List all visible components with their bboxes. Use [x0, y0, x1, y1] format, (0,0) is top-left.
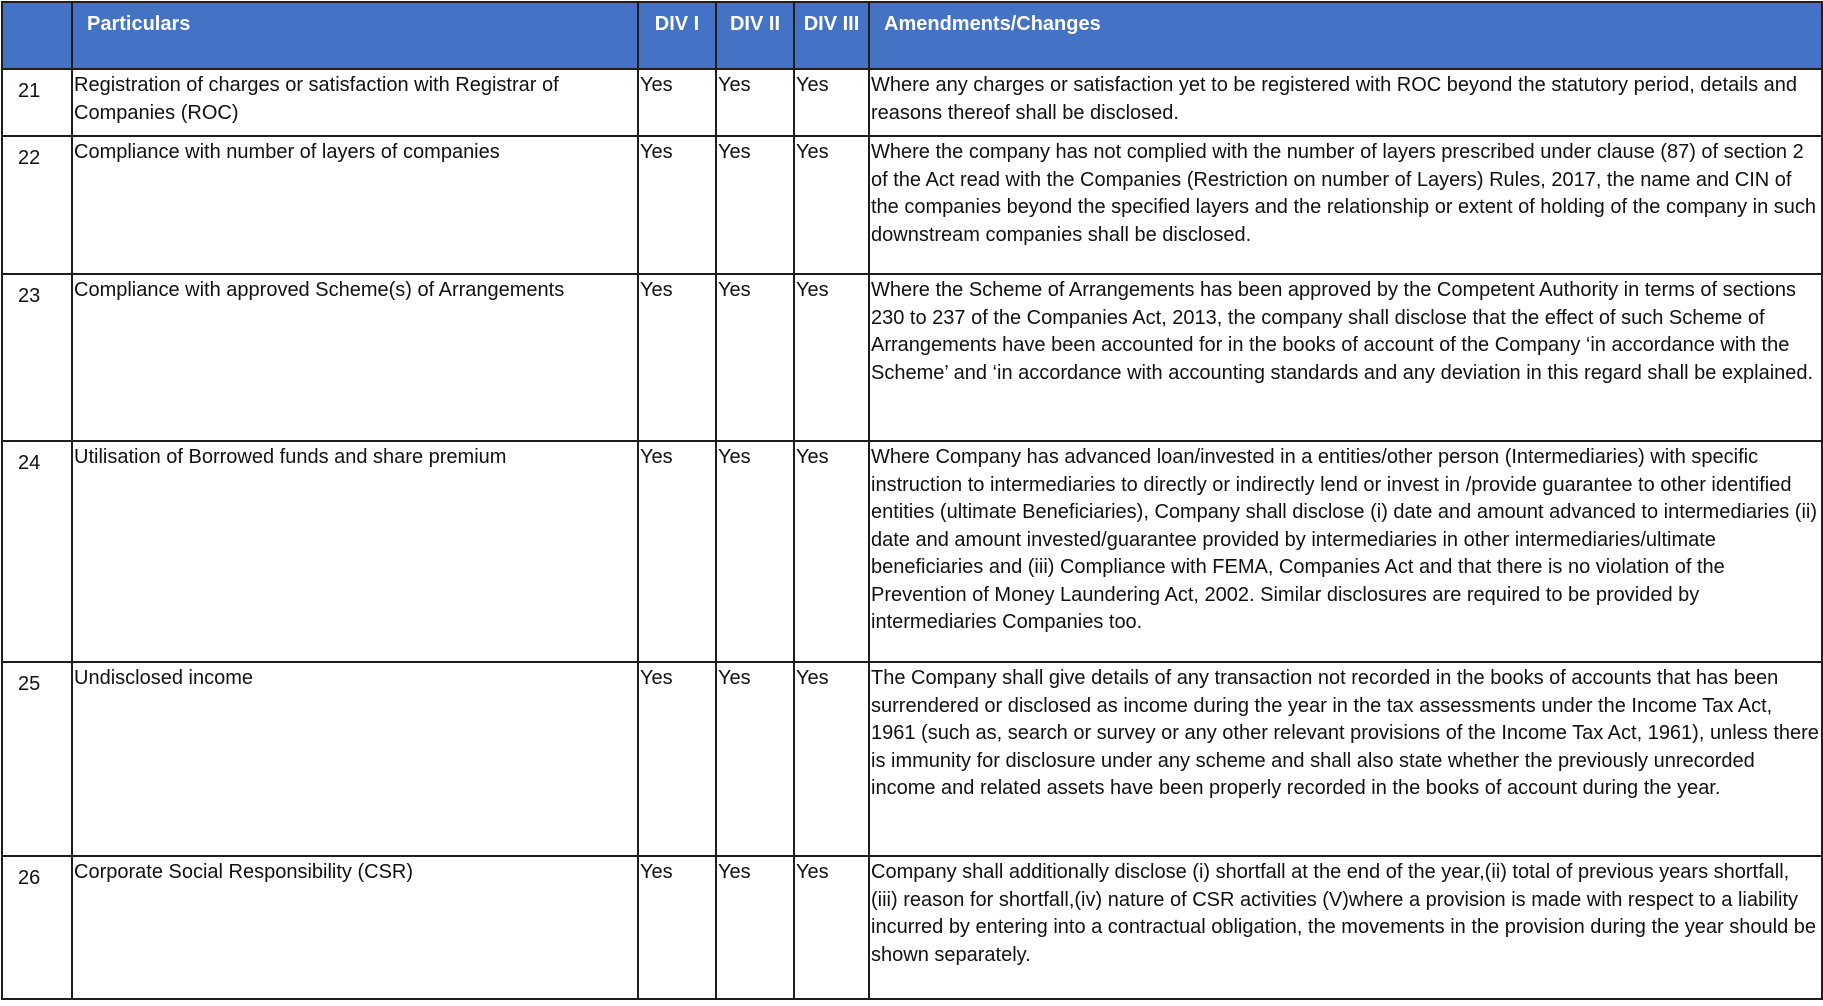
particulars-cell: Compliance with approved Scheme(s) of Arrangements [72, 274, 638, 441]
div-1-cell: Yes [638, 856, 716, 999]
div-3-cell: Yes [794, 136, 869, 274]
div-1-cell: Yes [638, 136, 716, 274]
div-2-cell: Yes [716, 856, 794, 999]
table-row [2, 441, 1822, 662]
div-2-cell: Yes [716, 69, 794, 136]
row-number: 22 [2, 136, 72, 274]
table-row [2, 662, 1822, 856]
header-row [2, 2, 1822, 69]
row-number: 21 [2, 69, 72, 136]
amendment-cell: The Company shall give details of any transaction not recorded in the books of accounts that has been surrendered or disclosed as income during the year in the tax assessments under the Income Tax Act, 1961 (such as, search or survey or any other relevant provisions of the Income Tax Act, 1961), unless there is immunity for disclosure under any scheme and shall also state whether the previously unrecorded income and related assets have been properly recorded in the books of account during the year. [869, 662, 1822, 856]
amendment-cell: Where Company has advanced loan/invested in a entities/other person (Intermediaries) with specific instruction to intermediaries to directly or indirectly lend or invest in /provide guarantee to other identified entities (ultimate Beneficiaries), Company shall disclose (i) date and amount advanced to intermediaries (ii) date and amount invested/guarantee provided by intermediaries in other intermediaries/ultimate beneficiaries and (iii) Compliance with FEMA, Companies Act and that there is no violation of the Prevention of Money Laundering Act, 2002. Similar disclosures are required to be provided by intermediaries Companies too. [869, 441, 1822, 662]
div-3-cell: Yes [794, 856, 869, 999]
div-1-cell: Yes [638, 274, 716, 441]
row-number: 23 [2, 274, 72, 441]
particulars-cell: Corporate Social Responsibility (CSR) [72, 856, 638, 999]
row-number: 26 [2, 856, 72, 999]
table-row [2, 856, 1822, 999]
amendment-cell: Company shall additionally disclose (i) shortfall at the end of the year,(ii) total of previous years shortfall, (iii) reason for shortfall,(iv) nature of CSR activities (V)where a provision is made with respect to a liability incurred by entering into a contractual obligation, the movements in the provision during the year should be shown separately. [869, 856, 1822, 999]
table-row [2, 136, 1822, 274]
particulars-cell: Compliance with number of layers of companies [72, 136, 638, 274]
div-1-cell: Yes [638, 69, 716, 136]
div-2-cell: Yes [716, 274, 794, 441]
particulars-cell: Registration of charges or satisfaction with Registrar of Companies (ROC) [72, 69, 638, 136]
header-div-3: DIV III [794, 2, 869, 69]
div-2-cell: Yes [716, 441, 794, 662]
div-3-cell: Yes [794, 69, 869, 136]
div-1-cell: Yes [638, 441, 716, 662]
div-2-cell: Yes [716, 662, 794, 856]
row-number: 25 [2, 662, 72, 856]
amendment-cell: Where any charges or satisfaction yet to be registered with ROC beyond the statutory period, details and reasons thereof shall be disclosed. [869, 69, 1822, 136]
header-div-1: DIV I [638, 2, 716, 69]
table-row [2, 69, 1822, 136]
row-number: 24 [2, 441, 72, 662]
div-2-cell: Yes [716, 136, 794, 274]
header-div-2: DIV II [716, 2, 794, 69]
header-number [2, 2, 72, 69]
div-1-cell: Yes [638, 662, 716, 856]
disclosure-table [1, 1, 1823, 1000]
particulars-cell: Undisclosed income [72, 662, 638, 856]
div-3-cell: Yes [794, 441, 869, 662]
amendment-cell: Where the Scheme of Arrangements has been approved by the Competent Authority in terms of sections 230 to 237 of the Companies Act, 2013, the company shall disclose that the effect of such Scheme of Arrangements have been accounted for in the books of account of the Company ‘in accordance with the Scheme’ and ‘in accordance with accounting standards and any deviation in this regard shall be explained. [869, 274, 1822, 441]
table-row [2, 274, 1822, 441]
amendment-cell: Where the company has not complied with the number of layers prescribed under clause (87) of section 2 of the Act read with the Companies (Restriction on number of Layers) Rules, 2017, the name and CIN of the companies beyond the specified layers and the relationship or extent of holding of the company in such downstream companies shall be disclosed. [869, 136, 1822, 274]
div-3-cell: Yes [794, 274, 869, 441]
header-particulars: Particulars [72, 2, 638, 69]
div-3-cell: Yes [794, 662, 869, 856]
particulars-cell: Utilisation of Borrowed funds and share premium [72, 441, 638, 662]
header-amendments: Amendments/Changes [869, 2, 1822, 69]
